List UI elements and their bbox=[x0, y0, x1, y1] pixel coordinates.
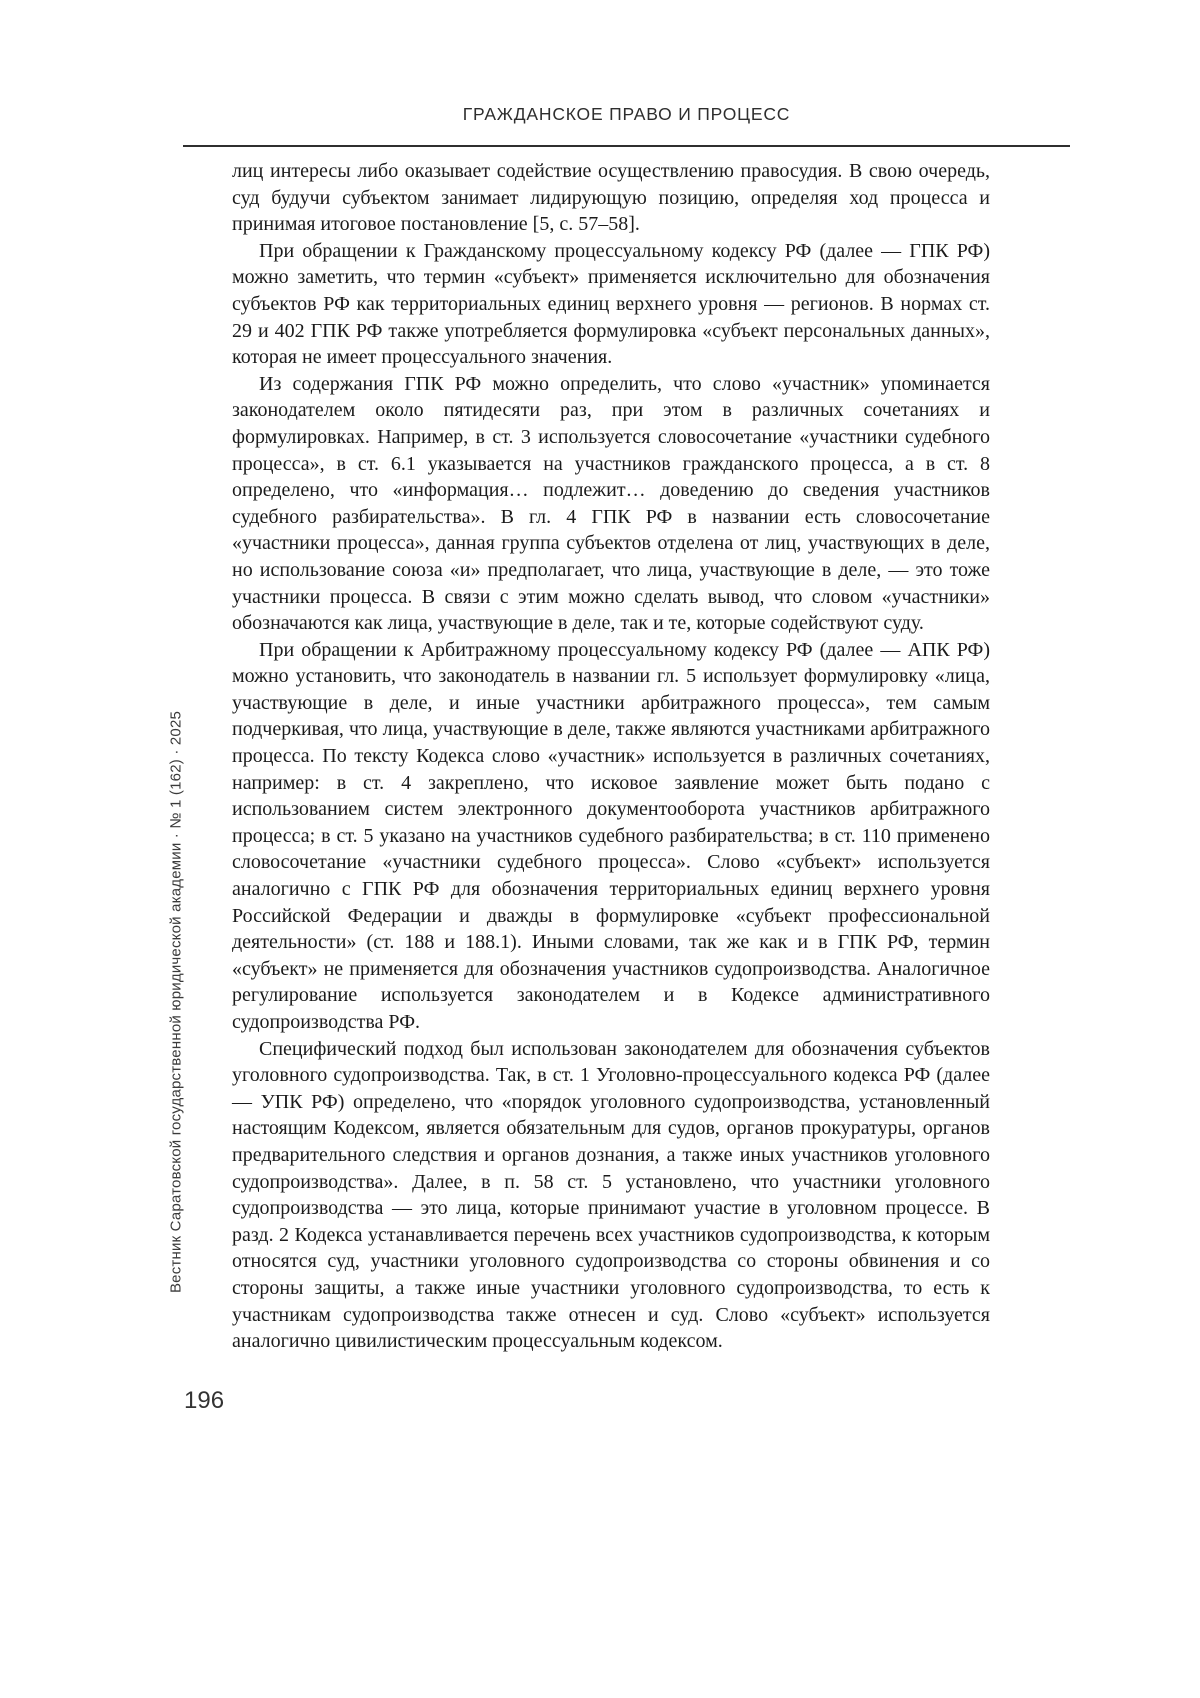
body-paragraph: При обращении к Гражданскому процессуальному кодексу РФ (далее — ГПК РФ) можно заметить, что термин «субъект» применяется исключительно для обозначения субъектов РФ как территориальных единиц верхнего уровня — регионов. В нормах ст. 29 и 402 ГПК РФ также употребляется формулировка «субъект персональных данных», которая не имеет процессуального значения. bbox=[232, 239, 990, 369]
header-rule bbox=[183, 145, 1070, 147]
article-body bbox=[232, 158, 990, 1355]
sidebar-caption-text: Вестник Саратовской государственной юридической академии · № 1 (162) · 2025 bbox=[167, 710, 185, 1294]
body-paragraph: Из содержания ГПК РФ можно определить, что слово «участник» упоминается законодателем около пятидесяти раз, при этом в различных сочетаниях и формулировках. Например, в ст. 3 используется словосочетание «участники судебного процесса», в ст. 6.1 указывается на участников гражданского процесса, а в ст. 8 определено, что «информация… подлежит… доведению до сведения участников судебного разбирательства». В гл. 4 ГПК РФ в названии есть словосочетание «участники процесса», данная группа субъектов отделена от лиц, участвующих в деле, но использование союза «и» предполагает, что лица, участвующие в деле, — это тоже участники процесса. В связи с этим можно сделать вывод, что словом «участники» обозначаются как лица, участвующие в деле, так и те, которые содействуют суду. bbox=[232, 372, 990, 635]
body-paragraph: Специфический подход был использован законодателем для обозначения субъектов уголовного судопроизводства. Так, в ст. 1 Уголовно-процессуального кодекса РФ (далее — УПК РФ) определено, что «порядок уголовного судопроизводства, установленный настоящим Кодексом, является обязательным для судов, органов прокуратуры, органов предварительного следствия и органов дознания, а также иных участников уголовного судопроизводства». Далее, в п. 58 ст. 5 установлено, что участники уголовного судопроизводства — это лица, которые принимают участие в уголовном процессе. В разд. 2 Кодекса устанавливается перечень всех участников судопроизводства, к которым относятся суд, участники уголовного судопроизводства со стороны обвинения и со стороны защиты, а также иные участники уголовного судопроизводства, то есть к участникам судопроизводства также отнесен и суд. Слово «субъект» используется аналогично цивилистическим процессуальным кодексом. bbox=[232, 1037, 990, 1353]
body-paragraph: лиц интересы либо оказывает содействие осуществлению правосудия. В свою очередь, суд будучи субъектом занимает лидирующую позицию, определяя ход процесса и принимая итоговое постановление [5, с. 57–58]. bbox=[232, 160, 990, 236]
body-paragraph: При обращении к Арбитражному процессуальному кодексу РФ (далее — АПК РФ) можно установить, что законодатель в названии гл. 5 использует формулировку «лица, участвующие в деле, и иные участники арбитражного процесса», тем самым подчеркивая, что лица, участвующие в деле, также являются участниками арбитражного процесса. По тексту Кодекса слово «участник» используется в различных сочетаниях, например: в ст. 4 закреплено, что исковое заявление может быть подано с использованием систем электронного документооборота участников арбитражного процесса; в ст. 5 указано на участников судебного разбирательства; в ст. 110 применено словосочетание «участники судебного процесса». Слово «субъект» используется аналогично с ГПК РФ для обозначения территориальных единиц верхнего уровня Российской Федерации и дважды в формулировке «субъект профессиональной деятельности» (ст. 188 и 188.1). Иными словами, так же как и в ГПК РФ, термин «субъект» не применяется для обозначения участников судопроизводства. Аналогичное регулирование используется законодателем и в Кодексе административного судопроизводства РФ. bbox=[232, 638, 990, 1033]
page-number: 196 bbox=[184, 1387, 225, 1414]
running-head: ГРАЖДАНСКОЕ ПРАВО И ПРОЦЕСС bbox=[462, 104, 791, 124]
